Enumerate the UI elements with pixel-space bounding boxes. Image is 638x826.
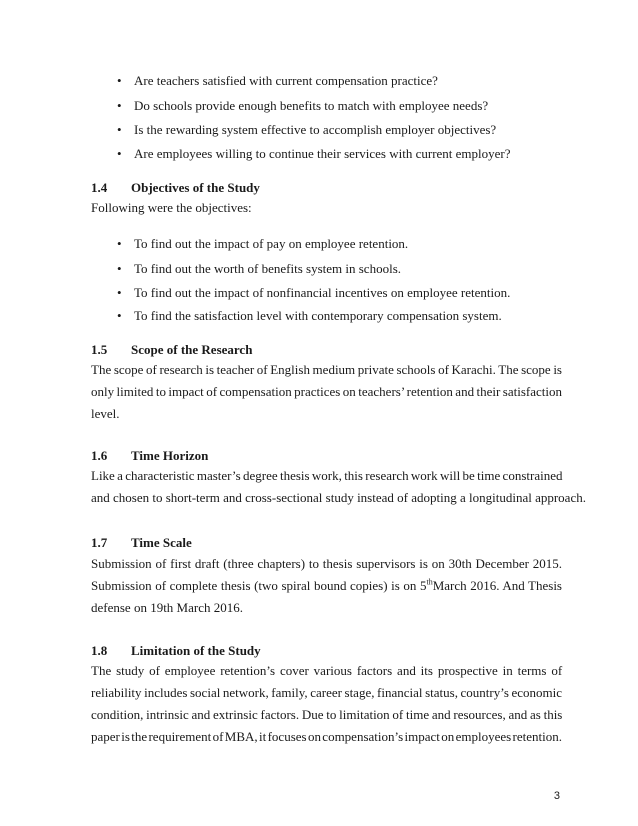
paragraph-line: reliability includes social network, family, career stage, financial status, country’s economic [91, 685, 562, 700]
paragraph-line: Following were the objectives: [91, 200, 252, 215]
paragraph-line: The scope of research is teacher of English medium private schools of Karachi. The scope is [91, 362, 562, 377]
line-part: Submission of complete thesis (two spiral bound copies) is on 5 [91, 578, 427, 593]
paragraph-line: paper is the requirement of MBA, it focuses on compensation’s impact on employees retention. [91, 729, 562, 744]
list-item: • Is the rewarding system effective to accomplish employer objectives? [134, 122, 496, 138]
section-number: 1.5 [91, 342, 108, 357]
section-title: Time Horizon [131, 448, 209, 463]
section-heading-1-6 [91, 448, 208, 464]
list-item: • To find out the impact of pay on employee retention. [134, 236, 408, 252]
section-number: 1.4 [91, 180, 108, 195]
paragraph-line: The study of employee retention’s cover various factors and its prospective in terms of [91, 663, 563, 678]
list-item: • Are teachers satisfied with current compensation practice? [134, 73, 438, 89]
paragraph-line: level. [91, 406, 120, 421]
section-title: Objectives of the Study [131, 180, 260, 195]
list-item: • To find out the worth of benefits system in schools. [134, 261, 401, 277]
time-scale-paragraph [91, 553, 562, 619]
paragraph-line: defense on 19th March 2016. [91, 600, 243, 615]
paragraph-line: Like a characteristic master’s degree thesis work, this research work will be time constrained [91, 468, 563, 483]
paragraph-line: only limited to impact of compensation practices on teachers’ retention and their satisfaction [91, 384, 562, 399]
scope-paragraph [91, 359, 562, 425]
section-title: Limitation of the Study [131, 643, 261, 658]
objectives-intro [91, 197, 562, 219]
limitation-paragraph [91, 660, 562, 748]
section-heading-1-4 [91, 180, 260, 196]
section-heading-1-7 [91, 535, 192, 551]
list-item: • Are employees willing to continue their services with current employer? [134, 146, 511, 162]
section-title: Time Scale [131, 535, 192, 550]
list-item: • To find out the impact of nonfinancial incentives on employee retention. [134, 285, 510, 301]
paragraph-line: Submission of first draft (three chapters) to thesis supervisors is on 30th December 2015. [91, 556, 562, 571]
section-number: 1.7 [91, 535, 108, 550]
paragraph-line [91, 575, 562, 597]
list-item: • To find the satisfaction level with contemporary compensation system. [134, 308, 502, 324]
ordinal-suffix: th [426, 577, 433, 587]
page-number: 3 [553, 790, 560, 802]
section-title: Scope of the Research [131, 342, 253, 357]
section-heading-1-8 [91, 643, 261, 659]
section-number: 1.6 [91, 448, 108, 463]
list-item: • Do schools provide enough benefits to match with employee needs? [134, 98, 488, 114]
paragraph-line: and chosen to short-term and cross-sectional study instead of adopting a longitudinal approach. [91, 490, 586, 505]
section-heading-1-5 [91, 342, 252, 358]
line-part: March 2016. And Thesis [432, 578, 562, 593]
section-number: 1.8 [91, 643, 108, 658]
paragraph-line: condition, intrinsic and extrinsic factors. Due to limitation of time and resources, and as this [91, 707, 563, 722]
time-horizon-paragraph [91, 465, 586, 509]
